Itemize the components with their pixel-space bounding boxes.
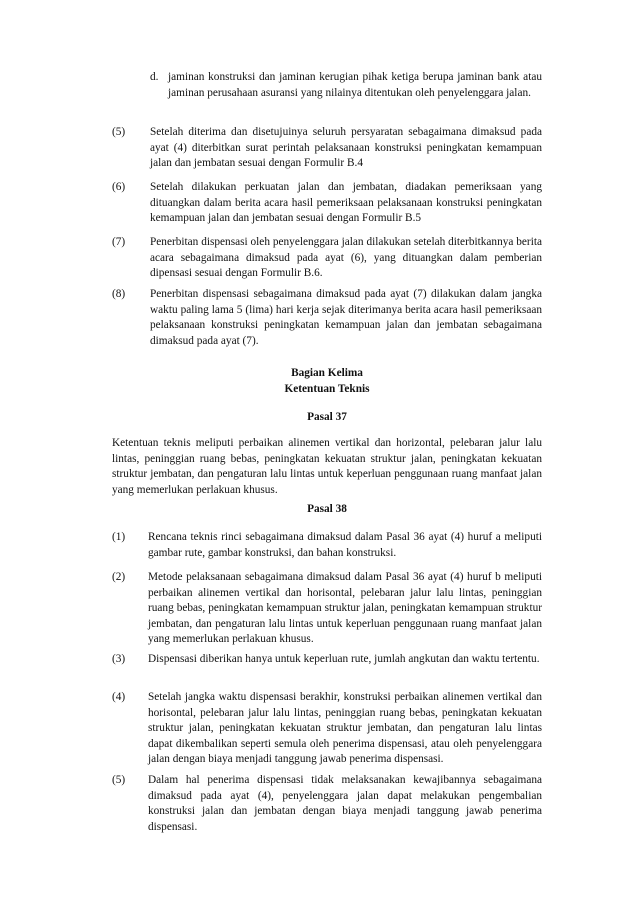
ayat-text: Dalam hal penerima dispensasi tidak melaksanakan kewajibannya sebagaimana dimaksud pada ayat (4), penyelenggara jalan dapat melakukan pengembalian konstruksi jalan dan jembatan dengan biaya menjadi tanggung jawab penerima dispensasi.: [148, 774, 542, 833]
pasal-38-ayat-2: [112, 570, 542, 648]
ayat-6: [112, 180, 542, 227]
pasal-37-heading: Pasal 37: [307, 411, 347, 423]
section-heading-ketentuan: Ketentuan Teknis: [284, 383, 370, 395]
pasal-38-ayat-1: [112, 530, 542, 561]
ayat-5: [112, 125, 542, 172]
pasal-38-ayat-4: [112, 690, 542, 768]
section-heading-bagian: Bagian Kelima: [291, 367, 363, 379]
pasal-38-ayat-5: [112, 773, 542, 835]
ayat-number: (7): [112, 236, 126, 248]
ayat-text: Penerbitan dispensasi oleh penyelenggara jalan dilakukan setelah diterbitkannya berita acara sebagaimana dimaksud pada ayat (6), yang dituangkan dalam pemberian dipensasi sesuai dengan Formulir B.6.: [150, 236, 542, 280]
ayat-8: [112, 287, 542, 349]
list-item-d: [150, 70, 542, 101]
ayat-7: [112, 235, 542, 282]
ayat-number: (5): [112, 774, 126, 786]
ayat-number: (2): [112, 571, 126, 583]
ayat-text: Penerbitan dispensasi sebagaimana dimaksud pada ayat (7) dilakukan dalam jangka waktu paling lama 5 (lima) hari kerja sejak diterimanya berita acara hasil pemeriksaan pelaksanaan konstruksi peningkatan kemampuan jalan dan jembatan sebagaimana dimaksud pada ayat (7).: [150, 288, 542, 347]
ayat-text: Setelah dilakukan perkuatan jalan dan jembatan, diadakan pemeriksaan yang dituangkan dalam berita acara hasil pemeriksaan pelaksanaan konstruksi peningkatan kemampuan jalan dan jembatan sesuai dengan Formulir B.5: [150, 181, 542, 225]
pasal-38-heading: Pasal 38: [307, 503, 347, 515]
ayat-number: (8): [112, 288, 126, 300]
ayat-text: Rencana teknis rinci sebagaimana dimaksud dalam Pasal 36 ayat (4) huruf a meliputi gambar rute, gambar konstruksi, dan bahan konstruksi.: [148, 531, 542, 559]
pasal-37-text: Ketentuan teknis meliputi perbaikan alinemen vertikal dan horizontal, pelebaran jalur lalu lintas, peninggian ruang bebas, peningkatan kekuatan struktur jalan, peningkatan kekuatan struktur jembatan, dan pengaturan lalu lintas untuk keperluan penggunaan ruang manfaat jalan yang memerlukan perlakuan khusus.: [112, 437, 542, 496]
ayat-text: Metode pelaksanaan sebagaimana dimaksud dalam Pasal 36 ayat (4) huruf b meliputi perbaikan alinemen vertikal dan horisontal, pelebaran jalur lalu lintas, peninggian ruang bebas, peningkatan kemampuan struktur jalan, peningkatan kemampuan struktur jembatan, dan pengaturan lalu lintas untuk keperluan penggunaan ruang manfaat jalan yang memerlukan perlakuan khusus.: [148, 571, 542, 646]
item-marker: d.: [150, 71, 159, 83]
ayat-text: Setelah jangka waktu dispensasi berakhir, konstruksi perbaikan alinemen vertikal dan horisontal, pelebaran jalur lalu lintas, peninggian ruang bebas, peningkatan kekuatan struktur jalan, peningkatan kekuatan struktur jembatan, dan pengaturan lalu lintas dapat dikembalikan seperti semula oleh penerima dispensasi, atau oleh penyelenggara jalan dengan biaya menjadi tanggung jawab penerima dispensasi.: [148, 691, 542, 766]
ayat-text: Setelah diterima dan disetujuinya seluruh persyaratan sebagaimana dimaksud pada ayat (4) diterbitkan surat perintah pelaksanaan konstruksi peningkatan kemampuan jalan dan jembatan sesuai dengan Formulir B.4: [150, 126, 542, 170]
ayat-text: Dispensasi diberikan hanya untuk keperluan rute, jumlah angkutan dan waktu tertentu.: [148, 653, 540, 665]
ayat-number: (5): [112, 126, 126, 138]
ayat-number: (6): [112, 181, 126, 193]
pasal-38-ayat-3: [112, 652, 542, 668]
item-text: jaminan konstruksi dan jaminan kerugian pihak ketiga berupa jaminan bank atau jaminan perusahaan asuransi yang nilainya ditentukan oleh penyelenggara jalan.: [168, 71, 542, 99]
ayat-number: (1): [112, 531, 126, 543]
ayat-number: (3): [112, 653, 126, 665]
ayat-number: (4): [112, 691, 126, 703]
